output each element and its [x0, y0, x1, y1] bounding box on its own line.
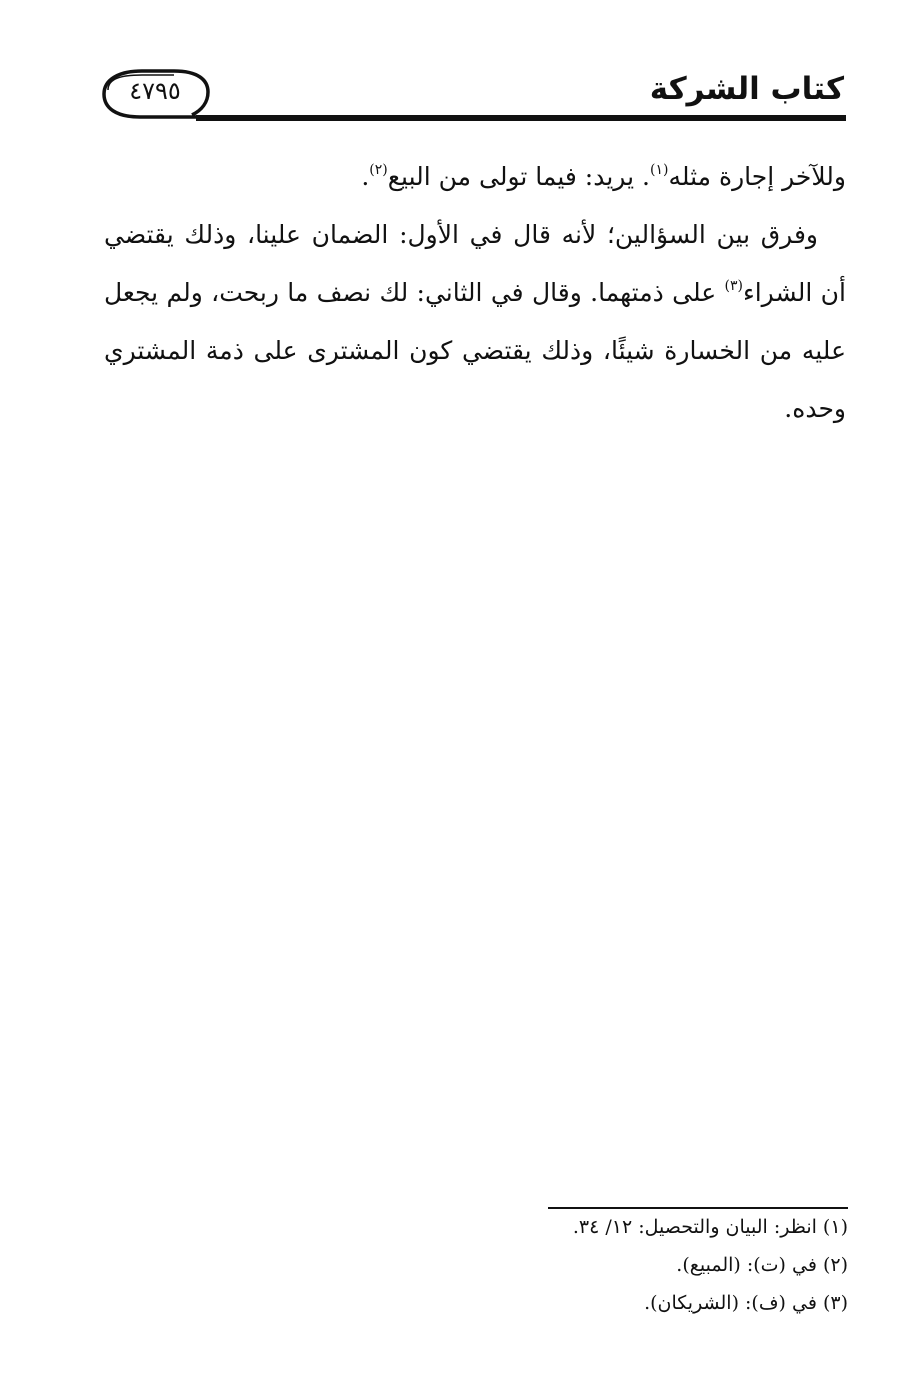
paragraph-1-text-3: .	[361, 162, 370, 191]
footnote-ref-1: (١)	[649, 162, 669, 178]
footnote-2: (٢) في (ت): (المبيع).	[676, 1254, 848, 1276]
paragraph-1-text-2: . يريد: فيما تولى من البيع	[387, 162, 650, 191]
paragraph-1	[104, 148, 846, 206]
paragraph-1-text-1: وللآخر إجارة مثله	[668, 162, 846, 191]
page-number-badge	[100, 66, 210, 122]
footnotes	[148, 1208, 848, 1322]
main-text	[104, 148, 846, 438]
paragraph-2	[104, 206, 846, 438]
footnote-ref-3: (٣)	[724, 278, 743, 294]
running-title: كتاب الشركة	[649, 71, 844, 107]
page-number: ٤٧٩٥	[129, 77, 181, 105]
footnote-3: (٣) في (ف): (الشريكان).	[644, 1292, 848, 1314]
paragraph-2-text-2: على ذمتهما. وقال في الثاني: لك نصف ما ربحت، ولم يجعل عليه من الخسارة شيئًا، وذلك يقتضي كون المشترى على ذمة المشتري وحده.	[104, 278, 846, 423]
paragraph-2-text-1: وفرق بين السؤالين؛ لأنه قال في الأول: الضمان علينا، وذلك يقتضي أن الشراء	[104, 220, 846, 307]
footnote-1: (١) انظر: البيان والتحصيل: ١٢/ ٣٤.	[572, 1216, 848, 1238]
footnote-ref-2: (٢)	[369, 162, 388, 178]
header-rule	[196, 115, 846, 121]
